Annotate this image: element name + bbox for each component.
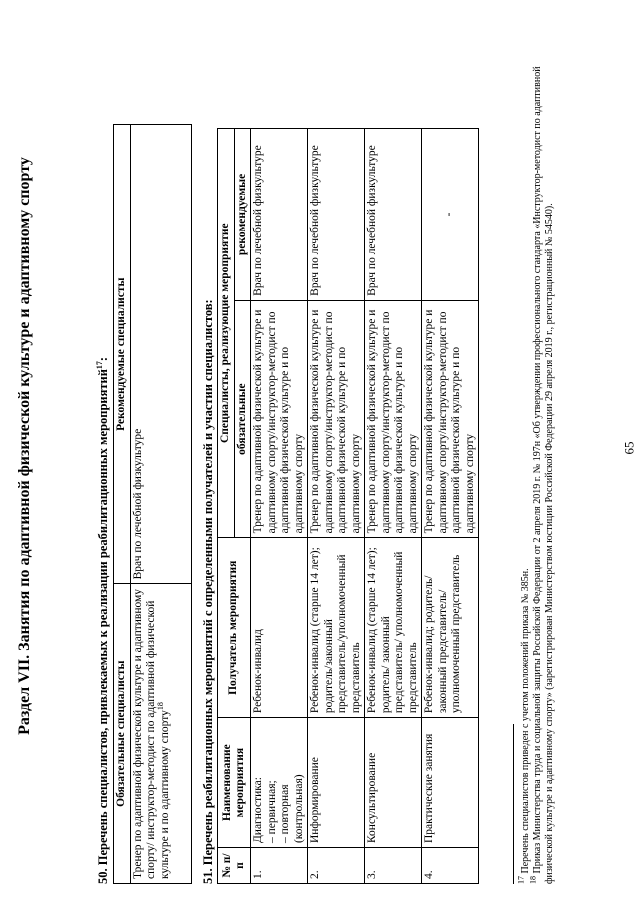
col-recipient: Получатель мероприятия <box>218 538 251 718</box>
measures-header-row-1 <box>218 129 235 884</box>
section-title: Раздел VII. Занятия по адаптивной физической культуре и адаптивному спорту <box>16 157 33 735</box>
row-recommended: Врач по лечебной физкультуре <box>308 129 365 301</box>
col-recommended: рекомендуемые <box>234 129 251 301</box>
recommended-specialists-cell: Врач по лечебной физкультуре <box>130 125 191 584</box>
specialists-row <box>130 125 191 884</box>
row-measure-name: Консультирование <box>365 718 422 848</box>
col-mandatory: обязательные <box>234 300 251 538</box>
col-number: № п/п <box>218 848 251 884</box>
page-number: 65 <box>621 441 637 455</box>
row-mandatory: Тренер по адаптивной физической культуре и адаптивному спорту/инструктор-методист по адаптивной физической культуре и по адаптивному спорту <box>251 300 308 538</box>
table-row <box>365 129 422 884</box>
document-body <box>8 6 608 886</box>
table-row <box>308 129 365 884</box>
row-number: 2. <box>308 848 365 884</box>
row-recommended: - <box>422 129 479 301</box>
row-number: 4. <box>422 848 479 884</box>
measures-table <box>217 128 479 884</box>
footnote-divider <box>513 724 514 884</box>
row-recipient: Ребенок-инвалид (старше 14 лет); родитель/ законный представитель/ уполномоченный представитель <box>365 538 422 718</box>
row-measure-name: Диагностика: – первичная; – повторная (контрольная) <box>251 718 308 848</box>
col-recommended-specialists: Рекомендуемые специалисты <box>114 125 131 584</box>
row-recommended: Врач по лечебной физкультуре <box>365 129 422 301</box>
specialists-header-row <box>114 125 131 884</box>
row-number: 3. <box>365 848 422 884</box>
row-recipient: Ребенок-инвалид (старше 14 лет); родитель/законный представитель/уполномоченный представитель <box>308 538 365 718</box>
section-50-heading: 50. Перечень специалистов, привлекаемых к реализации реабилитационных мероприятий$^{17}$: <box>94 356 110 884</box>
row-number: 1. <box>251 848 308 884</box>
row-recipient: Ребенок-инвалид <box>251 538 308 718</box>
footnote-17: $^{17}$ Перечень специалистов приведен с учетом положений приказа № 385н. <box>516 568 531 884</box>
table-row <box>251 129 308 884</box>
row-mandatory: Тренер по адаптивной физической культуре и адаптивному спорту/инструктор-методист по адаптивной физической культуре и по адаптивному спорту <box>308 300 365 538</box>
row-recipient: Ребенок-инвалид; родитель/ законный представитель/ уполномоченный представитель <box>422 538 479 718</box>
col-mandatory-specialists: Обязательные специалисты <box>114 584 131 884</box>
row-mandatory: Тренер по адаптивной физической культуре и адаптивному спорту/инструктор-методист по адаптивной физической культуре и по адаптивному спорту <box>365 300 422 538</box>
row-measure-name: Информирование <box>308 718 365 848</box>
row-recommended: Врач по лечебной физкультуре <box>251 129 308 301</box>
col-measure-name: Наименование мероприятия <box>218 718 251 848</box>
footnote-18: $^{18}$ Приказ Министерства труда и социальной защиты Российской Федерации от 2 апреля 2019 г. № 197н «Об утверждении профессионального стандарта «Инструктор-методист по адаптивной физической культуре и адаптивному спорту» (зарегистрирован Министерством юстиции Российской Федерации 29 апреля 2019 г., регистрационный № 54540). <box>528 66 555 884</box>
col-specialists: Специалисты, реализующие мероприятие <box>218 129 235 538</box>
row-mandatory: Тренер по адаптивной физической культуре и адаптивному спорту/инструктор-методист по адаптивной физической культуре и по адаптивному спорту <box>422 300 479 538</box>
row-measure-name: Практические занятия <box>422 718 479 848</box>
specialists-table <box>113 124 192 884</box>
table-row <box>422 129 479 884</box>
footnotes <box>513 14 556 884</box>
section-51-heading: 51. Перечень реабилитационных мероприятий с определенными получателей и участии специалистов: <box>201 299 215 884</box>
mandatory-specialists-cell: Тренер по адаптивной физической культуре и адаптивному спорту/ инструктор-методист по адаптивной физической культуре и по адаптивному спорту$^{18}$ <box>130 584 191 884</box>
